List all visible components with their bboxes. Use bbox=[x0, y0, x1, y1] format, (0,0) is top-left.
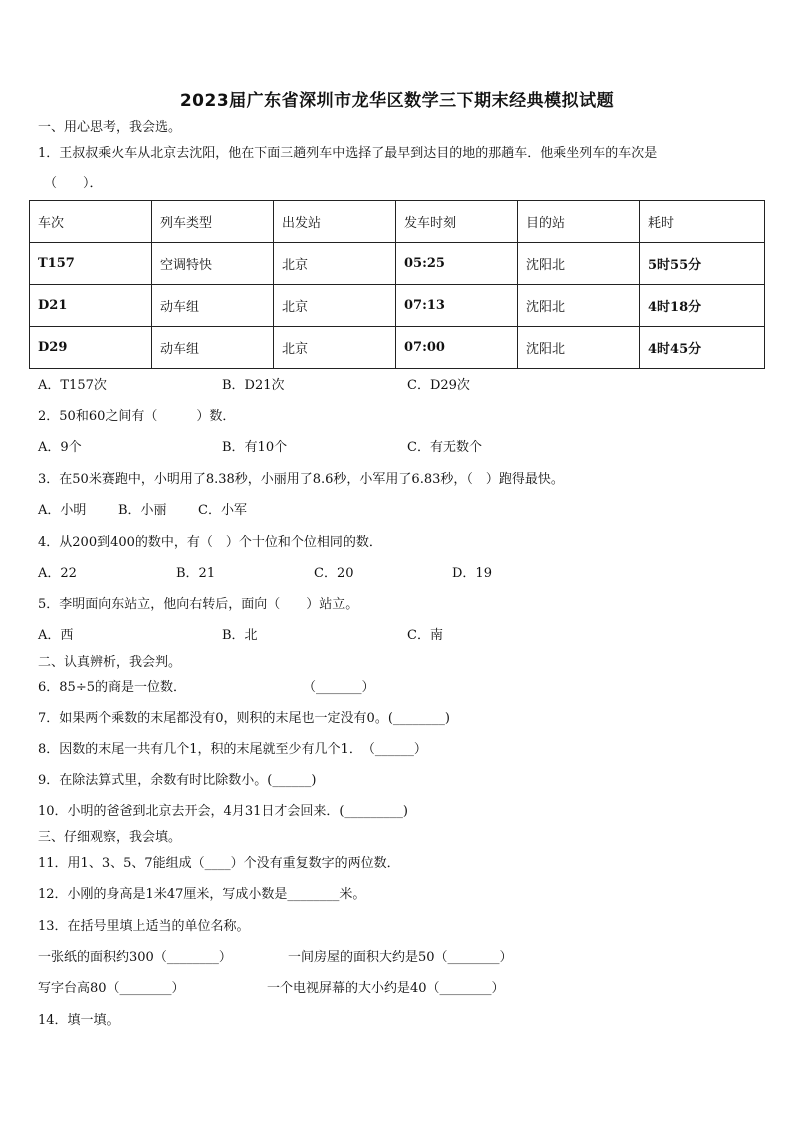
table-header-cell: 发车时刻 bbox=[396, 201, 518, 243]
question-4-option-d: D．19 bbox=[452, 566, 492, 581]
table-header-cell: 耗时 bbox=[640, 201, 765, 243]
table-cell: D21 bbox=[30, 285, 152, 327]
question-2-option-c: C．有无数个 bbox=[407, 440, 482, 455]
question-5-text: 5．李明面向东站立，他向右转后，面向（ ）站立。 bbox=[38, 597, 359, 612]
table-cell: T157 bbox=[30, 243, 152, 285]
question-4-option-b: B．21 bbox=[176, 566, 216, 581]
question-13-item-a: 一张纸的面积约300（________） bbox=[38, 950, 232, 965]
question-1-option-a: A．T157次 bbox=[38, 378, 107, 393]
question-1-option-b: B．D21次 bbox=[222, 378, 285, 393]
question-5-option-c: C．南 bbox=[407, 628, 443, 643]
question-2-option-a: A．9个 bbox=[38, 440, 82, 455]
table-cell: 北京 bbox=[274, 327, 396, 369]
table-cell: 沈阳北 bbox=[518, 327, 640, 369]
table-cell: 动车组 bbox=[152, 285, 274, 327]
question-11-text: 11．用1、3、5、7能组成（____）个没有重复数字的两位数． bbox=[38, 856, 400, 871]
page-title: 2023届广东省深圳市龙华区数学三下期末经典模拟试题 bbox=[179, 91, 615, 111]
question-5-option-a: A．西 bbox=[38, 628, 74, 643]
question-1-option-c: C．D29次 bbox=[407, 378, 470, 393]
table-cell: D29 bbox=[30, 327, 152, 369]
question-1-blank: （ ）． bbox=[44, 176, 103, 191]
section-heading-choice: 一、用心思考，我会选。 bbox=[38, 120, 182, 135]
table-cell: 沈阳北 bbox=[518, 285, 640, 327]
table-header-row bbox=[30, 201, 765, 243]
question-6-text: 6．85÷5的商是一位数． （_______） bbox=[38, 680, 375, 695]
question-3-option-a: A．小明 bbox=[38, 503, 87, 518]
table-cell: 动车组 bbox=[152, 327, 274, 369]
question-7-text: 7．如果两个乘数的末尾都没有0，则积的末尾也一定没有0。(________) bbox=[38, 711, 450, 726]
question-9-text: 9．在除法算式里，余数有时比除数小。(______) bbox=[38, 773, 317, 788]
section-heading-judge: 二、认真辨析，我会判。 bbox=[38, 655, 182, 670]
table-row bbox=[30, 327, 765, 369]
table-cell: 4时18分 bbox=[640, 285, 765, 327]
table-header-cell: 车次 bbox=[30, 201, 152, 243]
table-header-cell: 出发站 bbox=[274, 201, 396, 243]
table-cell: 沈阳北 bbox=[518, 243, 640, 285]
question-3-option-c: C．小军 bbox=[198, 503, 247, 518]
table-cell: 空调特快 bbox=[152, 243, 274, 285]
question-8-text: 8．因数的末尾一共有几个1，积的末尾就至少有几个1． （______） bbox=[38, 742, 427, 757]
train-schedule-table bbox=[29, 200, 765, 369]
question-13-item-c: 写字台高80（________） bbox=[38, 981, 185, 996]
question-4-option-a: A．22 bbox=[38, 566, 77, 581]
question-3-text: 3．在50米赛跑中，小明用了8.38秒，小丽用了8.6秒，小军用了6.83秒，（ ）跑得最快。 bbox=[38, 472, 564, 487]
question-14-text: 14．填一填。 bbox=[38, 1013, 120, 1028]
table-cell: 05:25 bbox=[396, 243, 518, 285]
question-13-text: 13．在括号里填上适当的单位名称。 bbox=[38, 919, 250, 934]
question-12-text: 12．小刚的身高是1米47厘米，写成小数是________米。 bbox=[38, 887, 366, 902]
section-heading-fill: 三、仔细观察，我会填。 bbox=[38, 830, 182, 845]
question-3-option-b: B．小丽 bbox=[118, 503, 167, 518]
question-13-item-b: 一间房屋的面积大约是50（________） bbox=[288, 950, 513, 965]
question-13-item-d: 一个电视屏幕的大小约是40（________） bbox=[267, 981, 505, 996]
question-10-text: 10．小明的爸爸到北京去开会，4月31日才会回来．(_________) bbox=[38, 804, 408, 819]
table-cell: 07:00 bbox=[396, 327, 518, 369]
question-4-option-c: C．20 bbox=[314, 566, 354, 581]
table-header-cell: 目的站 bbox=[518, 201, 640, 243]
table-row bbox=[30, 285, 765, 327]
table-cell: 北京 bbox=[274, 285, 396, 327]
question-5-option-b: B．北 bbox=[222, 628, 258, 643]
question-4-text: 4．从200到400的数中，有（ ）个十位和个位相同的数． bbox=[38, 535, 382, 550]
table-cell: 5时55分 bbox=[640, 243, 765, 285]
table-cell: 4时45分 bbox=[640, 327, 765, 369]
question-2-option-b: B．有10个 bbox=[222, 440, 288, 455]
table-cell: 北京 bbox=[274, 243, 396, 285]
question-1-text: 1．王叔叔乘火车从北京去沈阳，他在下面三趟列车中选择了最早到达目的地的那趟车．他乘坐列车的车次是 bbox=[38, 146, 658, 161]
question-2-text: 2．50和60之间有（ ）数． bbox=[38, 409, 236, 424]
table-cell: 07:13 bbox=[396, 285, 518, 327]
table-header-cell: 列车类型 bbox=[152, 201, 274, 243]
table-row bbox=[30, 243, 765, 285]
